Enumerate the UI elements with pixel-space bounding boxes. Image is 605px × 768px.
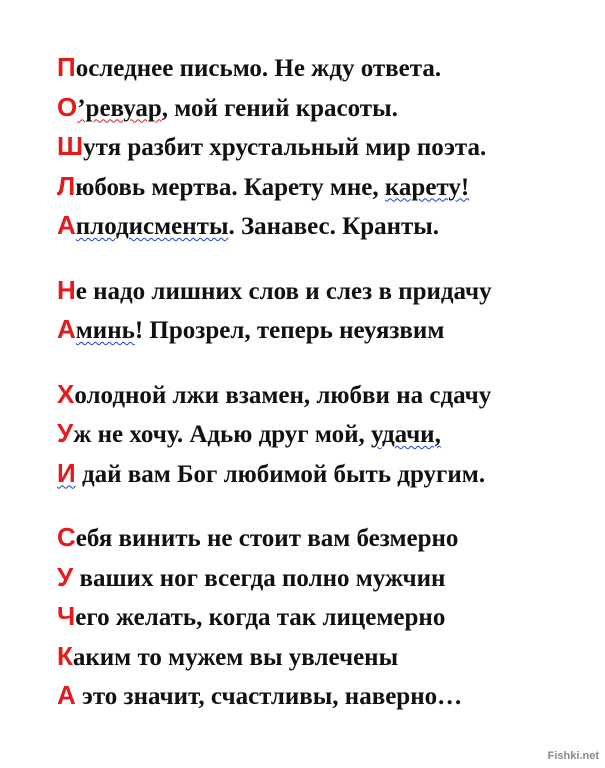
- line-text: юбовь мертва. Карету мне,: [75, 173, 385, 201]
- acrostic-letter: С: [57, 522, 76, 552]
- poem-line: [57, 375, 492, 415]
- poem-line: [57, 88, 492, 128]
- stanza: [57, 518, 492, 716]
- acrostic-letter: П: [57, 52, 76, 82]
- acrostic-letter: Н: [57, 274, 76, 305]
- line-text: ! Прозрел, теперь неуязвим: [134, 317, 445, 344]
- spellcheck-word: карету!: [384, 173, 470, 201]
- acrostic-letter: У: [57, 418, 74, 448]
- acrostic-letter: Л: [57, 170, 76, 201]
- spellcheck-word: ’ревуар: [77, 94, 162, 122]
- acrostic-letter: Ш: [57, 131, 84, 161]
- acrostic-letter: О: [57, 91, 78, 122]
- spellcheck-word: плодисменты: [75, 213, 229, 240]
- acrostic-letter: К: [57, 640, 73, 671]
- line-text: е надо лишних слов и слез в придачу: [75, 277, 492, 305]
- poem-line: [57, 310, 492, 350]
- poem-line: [57, 48, 492, 88]
- line-text: его желать, когда так лицемерно: [75, 604, 446, 631]
- line-text: это значит, счастливы, наверно…: [75, 683, 463, 710]
- acrostic-letter: И: [57, 457, 76, 488]
- watermark: Fishki.net: [547, 750, 599, 762]
- acrostic-letter: А: [57, 314, 76, 344]
- poem-line: [57, 676, 492, 716]
- line-text: ебя винить не стоит вам безмерно: [75, 525, 459, 552]
- stanza: [57, 48, 492, 246]
- poem-line: [57, 206, 492, 246]
- line-text: . Занавес. Кранты.: [228, 213, 440, 240]
- line-text: , мой гений красоты.: [161, 94, 398, 122]
- acrostic-letter: У: [57, 561, 74, 592]
- acrostic-letter: Ч: [57, 601, 76, 631]
- stanza: [57, 375, 492, 494]
- line-text: ж не хочу. Адью друг мой,: [73, 421, 372, 448]
- poem-line: [57, 518, 492, 558]
- poem-line: [57, 414, 492, 454]
- spellcheck-word: удачи,: [371, 421, 441, 448]
- line-text: аким то мужем вы увлечены: [72, 643, 399, 671]
- stanza: [57, 271, 492, 350]
- line-text: ваших ног всегда полно мужчин: [73, 564, 446, 592]
- poem-line: [57, 597, 492, 637]
- poem-line: [57, 637, 492, 677]
- poem-line: [57, 558, 492, 598]
- spellcheck-word: минь: [75, 317, 135, 344]
- poem: [57, 48, 492, 741]
- line-text: дай вам Бог любимой быть другим.: [75, 460, 486, 488]
- acrostic-letter: А: [57, 680, 76, 710]
- poem-line: [57, 271, 492, 311]
- poem-line: [57, 167, 492, 207]
- line-text: оследнее письмо. Не жду ответа.: [75, 55, 442, 82]
- line-text: утя разбит хрустальный мир поэта.: [83, 134, 487, 161]
- acrostic-letter: Х: [57, 378, 75, 409]
- line-text: олодной лжи взамен, любви на сдачу: [74, 381, 492, 409]
- acrostic-letter: А: [57, 210, 76, 240]
- poem-line: [57, 454, 492, 494]
- poem-line: [57, 127, 492, 167]
